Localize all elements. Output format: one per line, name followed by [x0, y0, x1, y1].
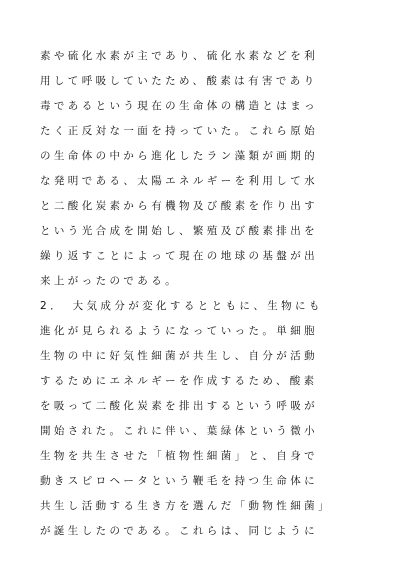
text-line: 動きスピロヘータという鞭毛を持つ生命体に	[40, 475, 318, 487]
text-line: という光合成を開始し、繁殖及び酸素排出を	[40, 225, 318, 237]
text-line: 用して呼吸していたため、酸素は有害であり	[40, 75, 318, 87]
body-text	[40, 44, 370, 544]
numbered-paragraph-start: 2． 大気成分が変化するとともに、生物にも	[40, 300, 323, 312]
text-line: と二酸化炭素から有機物及び酸素を作り出す	[40, 200, 318, 212]
text-line: の生命体の中から進化したラン藻類が画期的	[40, 150, 318, 162]
text-line: するためにエネルギーを作成するため、酸素	[40, 375, 318, 387]
text-line: 生物を共生させた「植物性細菌」と、自身で	[40, 450, 318, 462]
text-line: 開始された。これに伴い、葉緑体という微小	[40, 425, 318, 437]
text-line: 来上がったのである。	[40, 275, 179, 287]
text-line: が誕生したのである。これらは、同じように	[40, 525, 318, 537]
text-line: 共生し活動する生き方を選んだ「動物性細菌」	[40, 500, 332, 512]
text-line: を吸って二酸化炭素を排出するという呼吸が	[40, 400, 318, 412]
text-line: 素や硫化水素が主であり、硫化水素などを利	[40, 50, 318, 62]
text-line: 毒であるという現在の生命体の構造とはまっ	[40, 100, 318, 112]
text-line: な発明である、太陽エネルギーを利用して水	[40, 175, 318, 187]
text-line: 繰り返すことによって現在の地球の基盤が出	[40, 250, 318, 262]
text-line: たく正反対な一面を持っていた。これら原始	[40, 125, 318, 137]
text-line: 生物の中に好気性細菌が共生し、自分が活動	[40, 350, 318, 362]
text-line: 進化が見られるようになっていった。単細胞	[40, 325, 318, 337]
